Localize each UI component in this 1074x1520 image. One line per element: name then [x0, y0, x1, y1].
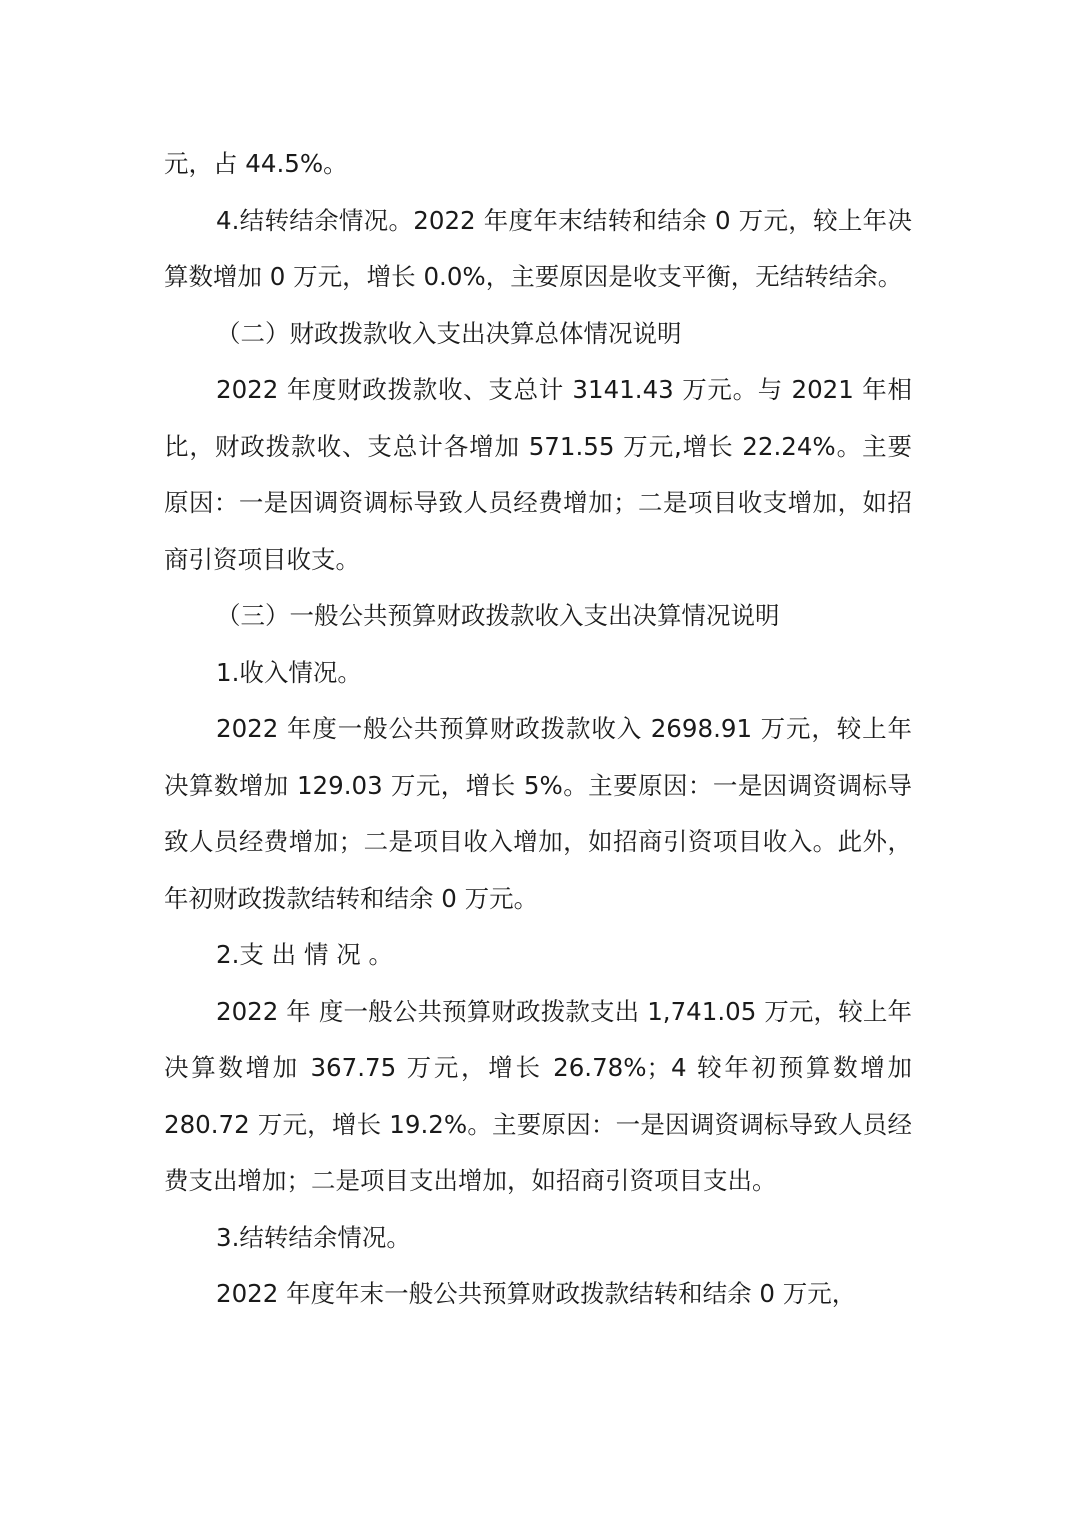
- paragraph-fiscal-total: 2022 年度财政拨款收、支总计 3141.43 万元。与 2021 年相比，财政拨款收、支总计各增加 571.55 万元,增长 22.24%。主要原因：一是因调资调标导致人员经费增加；二是项目收支增加，如招商引资项目收支。: [164, 375, 912, 574]
- paragraph-continuation: 元，占 44.5%。: [164, 149, 348, 178]
- section-heading-3: （三）一般公共预算财政拨款收入支出决算情况说明: [216, 601, 780, 630]
- paragraph-income: 2022 年度一般公共预算财政拨款收入 2698.91 万元，较上年决算数增加 129.03 万元，增长 5%。主要原因：一是因调资调标导致人员经费增加；二是项目收入增加，如招商引资项目收入。此外，年初财政拨款结转和结余 0 万元。: [164, 714, 912, 913]
- document-body: [164, 136, 912, 1323]
- subheading-income: 1.收入情况。: [216, 657, 362, 687]
- paragraph-carryover: 2022 年度年末一般公共预算财政拨款结转和结余 0 万元，: [216, 1279, 857, 1308]
- section-heading-2: （二）财政拨款收入支出决算总体情况说明: [216, 318, 682, 348]
- paragraph-expenditure: 2022 年 度一般公共预算财政拨款支出 1,741.05 万元，较上年决算数增加 367.75 万元，增长 26.78%；4 较年初预算数增加 280.72 万元，增长 19.2%。主要原因：一是因调资调标导致人员经费支出增加；二是项目支出增加，如招商引资项目支出。: [164, 996, 912, 1195]
- paragraph-carryover-balance: 4.结转结余情况。2022 年度年末结转和结余 0 万元，较上年决算数增加 0 万元，增长 0.0%，主要原因是收支平衡，无结转结余。: [164, 205, 912, 291]
- subheading-expenditure: 2.支 出 情 况 。: [216, 940, 394, 969]
- subheading-carryover: 3.结转结余情况。: [216, 1222, 411, 1252]
